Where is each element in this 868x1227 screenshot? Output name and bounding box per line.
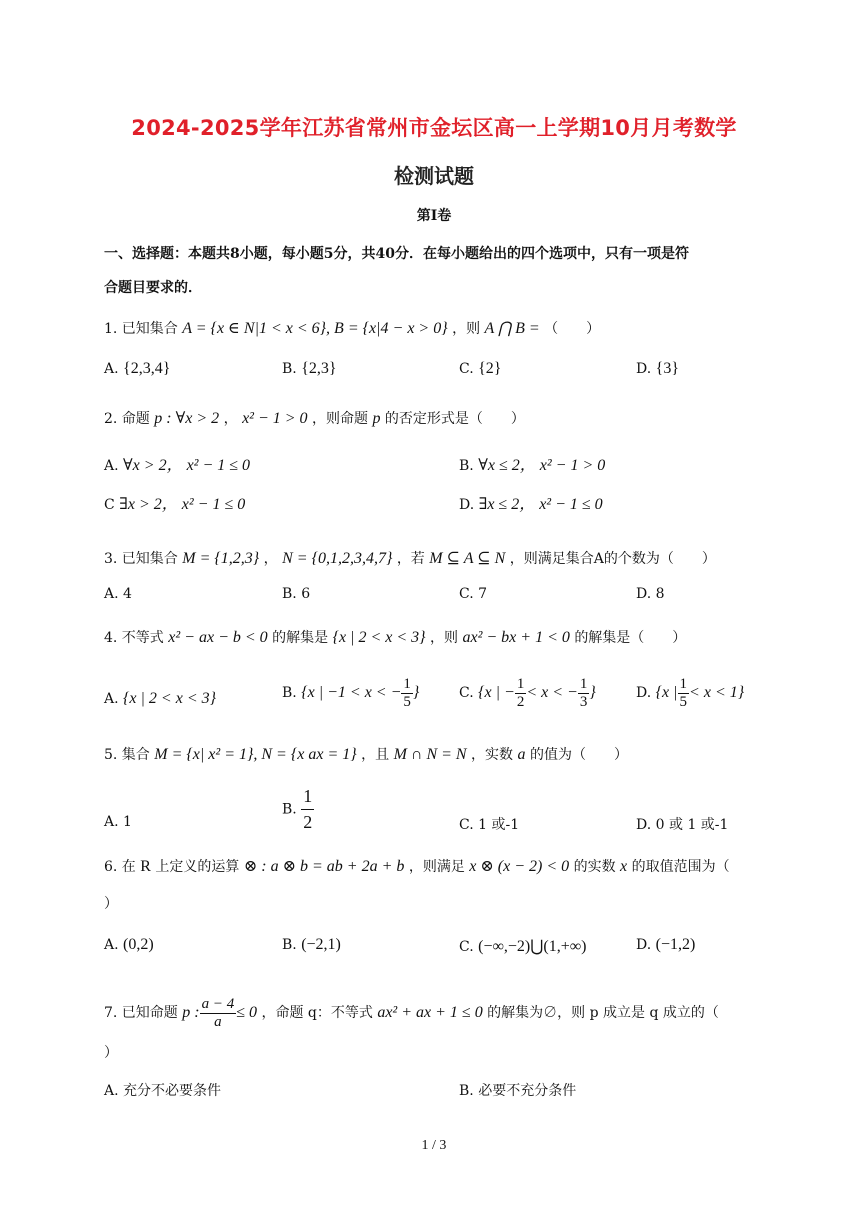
question-1-math1: A = {x ∈ N|1 < x < 6}, B = {x|4 − x > 0} <box>182 320 448 337</box>
question-4-stem-end: 的解集是（ ） <box>574 630 687 646</box>
question-3-math1: M = {1,2,3} <box>182 550 260 567</box>
q3-option-a: A. 4 <box>104 586 132 602</box>
q5-option-c: C. 1 或-1 <box>459 817 520 833</box>
question-7-math1-pre: p : <box>182 1004 200 1021</box>
question-7-math2: ax² + ax + 1 ≤ 0 <box>377 1004 483 1021</box>
question-2-math2: x² − 1 > 0 <box>242 410 308 427</box>
question-2-stem-mid: ， <box>223 411 238 427</box>
question-6-stem-end: 的实数 <box>573 859 616 875</box>
question-7-stem-post: 的解集为∅，则 p 成立是 q 成立的（ <box>487 1005 719 1021</box>
question-3-stem-post: ，若 <box>396 551 425 567</box>
q4b-fraction: $\frac{1}{5}$ <box>403 676 411 710</box>
volume-label: 第I卷 <box>416 208 452 224</box>
q2-option-d: D. ∃x ≤ 2， x² − 1 ≤ 0 <box>459 496 603 513</box>
q6-option-d: D. (−1,2) <box>636 936 696 953</box>
question-5-stem-end: 的值为（ ） <box>529 747 628 763</box>
question-2-stem-post: ，则命题 <box>312 411 369 427</box>
question-4-stem-mid: 的解集是 <box>272 630 329 646</box>
document-subtitle: 检测试题 <box>394 164 474 188</box>
question-2-stem-pre: 2. 命题 <box>104 411 150 427</box>
question-3-stem-mid: ， <box>263 551 278 567</box>
q2-option-a: A. ∀x > 2， x² − 1 ≤ 0 <box>104 457 251 474</box>
question-4 <box>104 627 686 647</box>
q2-option-c: C ∃x > 2， x² − 1 ≤ 0 <box>104 496 246 513</box>
q1-option-b: B. {2,3} <box>282 360 337 377</box>
question-5 <box>104 744 628 764</box>
question-5-stem-mid: ，且 <box>361 747 390 763</box>
question-3-stem-end: ，则满足集合A的个数为（ ） <box>509 551 716 567</box>
question-1 <box>104 318 600 338</box>
question-4-math3: ax² − bx + 1 < 0 <box>462 629 570 646</box>
question-5-math2: M ∩ N = N <box>393 746 467 763</box>
q5-option-a: A. 1 <box>104 814 132 830</box>
question-3-stem-pre: 3. 已知集合 <box>104 551 178 567</box>
q4c-fraction-2: $\frac{1}{3}$ <box>579 676 588 710</box>
q1-option-c: C. {2} <box>459 360 502 377</box>
question-6-line2: ） <box>104 896 118 912</box>
question-4-stem-pre: 4. 不等式 <box>104 630 164 646</box>
question-1-math2: A ⋂ B = <box>484 320 540 337</box>
question-6-math2: ⊗ : a ⊗ b = ab + 2a + b <box>243 858 405 875</box>
q4-option-b: B. {x | −1 < x < − $\frac{1}{5}$ } <box>282 676 420 710</box>
question-4-math1: x² − ax − b < 0 <box>168 629 268 646</box>
q4-option-c: C. {x | − $\frac{1}{2}$ < x < − $\frac{1}{3}$ } <box>459 676 596 710</box>
section-heading-line2: 合题目要求的． <box>104 280 202 296</box>
question-6-stem-end2: 的取值范围为（ <box>631 859 730 875</box>
q1-option-d: D. {3} <box>636 360 679 377</box>
question-5-math3: a <box>517 746 526 763</box>
q7-option-a: A. 充分不必要条件 <box>104 1083 222 1099</box>
question-7-math1-post: ≤ 0 <box>236 1004 257 1021</box>
question-7-fraction: $\frac{a - 4}{a}$ <box>201 996 235 1030</box>
question-7-stem-mid: ，命题 q：不等式 <box>261 1005 373 1021</box>
question-6-math3: x ⊗ (x − 2) < 0 <box>469 858 570 875</box>
question-7 <box>104 996 719 1030</box>
question-2-math1: p : ∀x > 2 <box>154 410 220 427</box>
question-1-stem-post: （ ） <box>544 321 601 337</box>
question-3 <box>104 548 716 568</box>
q1-option-a: A. {2,3,4} <box>104 360 171 377</box>
q6-option-a: A. (0,2) <box>104 936 154 953</box>
question-3-math2: N = {0,1,2,3,4,7} <box>282 550 393 567</box>
question-2-math3: p <box>372 410 381 427</box>
q4d-fraction: $\frac{1}{5}$ <box>679 676 688 710</box>
question-7-stem-pre: 7. 已知命题 <box>104 1005 178 1021</box>
question-4-stem-post: ，则 <box>430 630 459 646</box>
q5b-fraction: $\frac{1}{2}$ <box>303 786 313 833</box>
question-2-stem-end: 的否定形式是（ ） <box>384 411 525 427</box>
q3-option-d: D. 8 <box>636 586 665 602</box>
question-3-math3: M ⊆ A ⊆ N <box>429 550 506 567</box>
question-6-stem-post: ，则满足 <box>408 859 465 875</box>
question-1-stem-mid: ，则 <box>452 321 481 337</box>
q5-option-b: B. $\frac{1}{2}$ <box>282 784 314 835</box>
question-6 <box>104 856 730 876</box>
question-1-stem-pre: 1. 已知集合 <box>104 321 178 337</box>
question-6-math4: x <box>620 858 628 875</box>
q3-option-b: B. 6 <box>282 586 311 602</box>
question-6-stem-pre: 6. 在 <box>104 859 136 875</box>
section-heading-line1: 一、选择题：本题共8小题，每小题5分，共40分．在每小题给出的四个选项中，只有一项是符 <box>104 246 689 262</box>
question-5-stem-pre: 5. 集合 <box>104 747 150 763</box>
q3-option-c: C. 7 <box>459 586 488 602</box>
question-6-math1: R <box>140 858 151 875</box>
question-6-stem-mid: 上定义的运算 <box>155 859 240 875</box>
q7-option-b: B. 必要不充分条件 <box>459 1083 577 1099</box>
q4-option-d: D. {x | $\frac{1}{5}$ < x < 1} <box>636 676 745 710</box>
q2-option-b: B. ∀x ≤ 2， x² − 1 > 0 <box>459 457 606 474</box>
page-number: 1 / 3 <box>421 1138 447 1153</box>
q6-option-b: B. (−2,1) <box>282 936 341 953</box>
document-title: 2024-2025学年江苏省常州市金坛区高一上学期10月月考数学 <box>131 116 737 140</box>
q6-option-c: C. (−∞,−2)⋃(1,+∞) <box>459 938 587 955</box>
question-4-math2: {x | 2 < x < 3} <box>332 629 426 646</box>
q4-option-a: A. {x | 2 < x < 3} <box>104 690 217 707</box>
q5-option-d: D. 0 或 1 或-1 <box>636 817 729 833</box>
question-5-stem-post: ，实数 <box>471 747 514 763</box>
q4c-fraction-1: $\frac{1}{2}$ <box>516 676 525 710</box>
question-7-line2: ） <box>104 1045 118 1061</box>
question-2 <box>104 408 525 428</box>
question-5-math1: M = {x| x² = 1}, N = {x ax = 1} <box>154 746 357 763</box>
